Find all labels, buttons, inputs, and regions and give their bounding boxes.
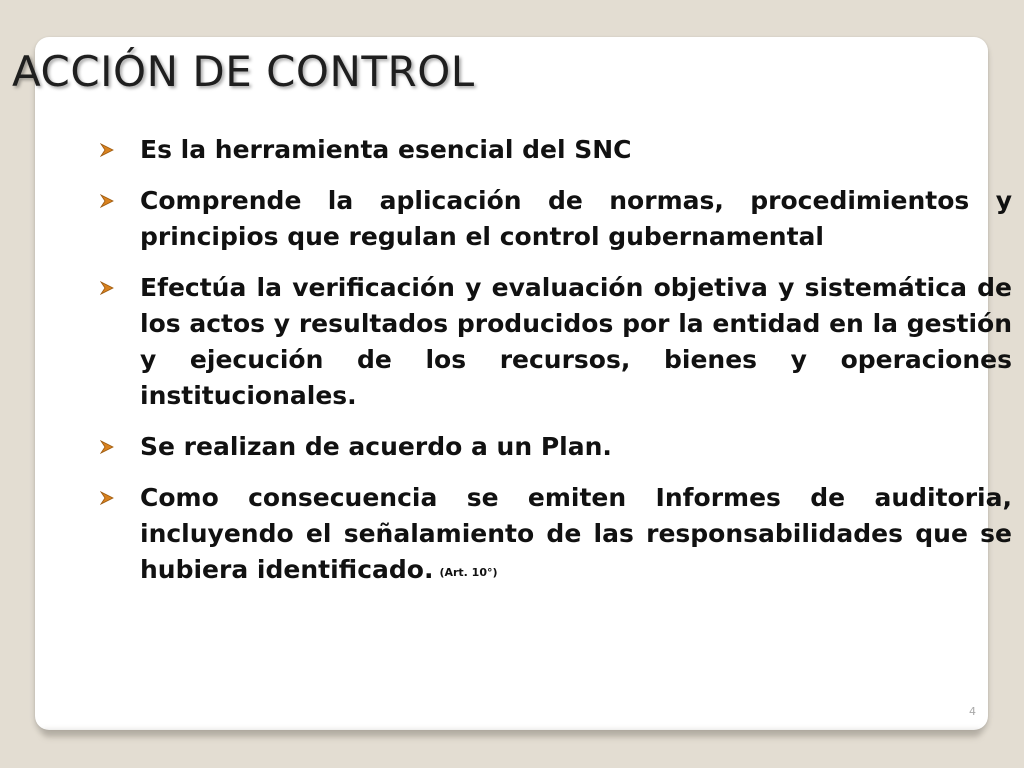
page-number: 4 (969, 705, 976, 718)
bullet-text: Como consecuencia se emiten Informes de auditoria, incluyendo el señalamiento de las responsabilidades que se hubiera identificado. (140, 483, 1012, 584)
bullet-list (100, 132, 1012, 606)
bullet-text: Comprende la aplicación de normas, procedimientos y principios que regulan el control gubernamental (140, 186, 1012, 251)
slide-title: ACCIÓN DE CONTROL (12, 47, 475, 96)
arrow-bullet-icon (100, 281, 114, 295)
bullet-item (100, 429, 1012, 465)
bullet-text: Efectúa la verificación y evaluación objetiva y sistemática de los actos y resultados producidos por la entidad en la gestión y ejecución de los recursos, bienes y operaciones institucionales. (140, 273, 1012, 410)
arrow-bullet-icon (100, 194, 114, 208)
arrow-bullet-icon (100, 491, 114, 505)
article-reference: (Art. 10°) (439, 566, 498, 579)
bullet-text: Es la herramienta esencial del SNC (140, 135, 632, 164)
arrow-bullet-icon (100, 143, 114, 157)
bullet-item (100, 132, 1012, 168)
arrow-bullet-icon (100, 440, 114, 454)
bullet-item (100, 270, 1012, 414)
bullet-text: Se realizan de acuerdo a un Plan. (140, 432, 612, 461)
bullet-item (100, 183, 1012, 255)
bullet-item (100, 480, 1012, 591)
